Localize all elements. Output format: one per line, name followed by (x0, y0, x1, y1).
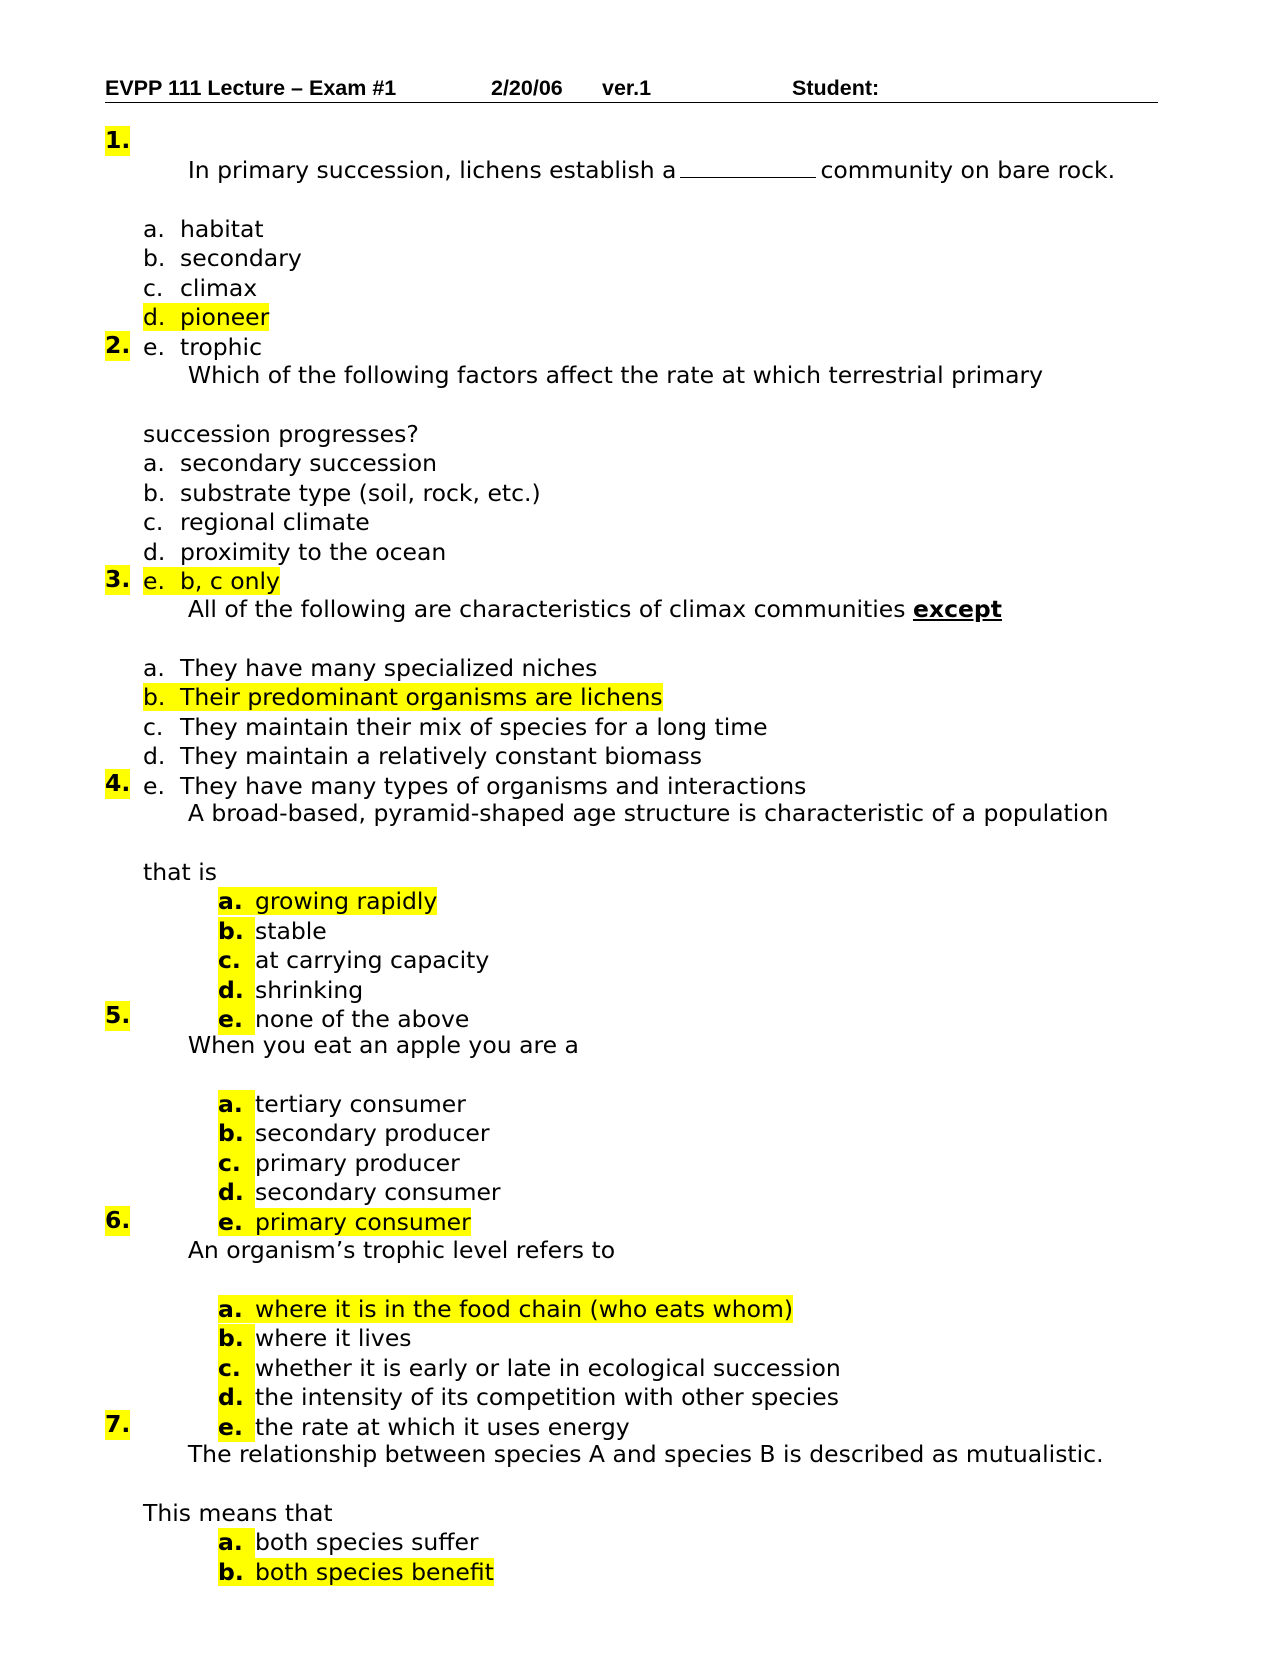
question-stem: 7. The relationship between species A and species B is described as mutualistic. (105, 1410, 1104, 1468)
student-label: Student: (792, 76, 880, 100)
option-d: d. secondary consumer (218, 1178, 501, 1206)
question-number: 4. (105, 769, 131, 797)
question-6 (105, 1206, 1185, 1442)
question-number: 2. (105, 331, 131, 359)
exam-version: ver.1 (602, 76, 652, 100)
except-emphasis: except (912, 594, 1002, 623)
option-b: b. stable (218, 916, 327, 945)
option-b: b. secondary producer (218, 1119, 490, 1147)
option-b: b. substrate type (soil, rock, etc.) (143, 478, 541, 507)
option-c: c. at carrying capacity (218, 946, 490, 974)
option-a: a. secondary succession (143, 449, 437, 477)
option-e: e. none of the above (218, 1005, 470, 1033)
option-c: c. regional climate (143, 508, 370, 536)
course-title: EVPP 111 Lecture – Exam #1 (105, 76, 397, 100)
exam-header (105, 76, 1158, 103)
question-stem: 2. Which of the following factors affect the rate at which terrestrial primary (105, 331, 1044, 389)
option-e-correct: e. b, c only (143, 567, 280, 595)
option-a: a. habitat (143, 214, 264, 243)
question-number: 1. (105, 126, 131, 154)
fill-in-blank (680, 157, 816, 178)
question-3 (105, 565, 1185, 801)
option-e: e. the rate at which it uses energy (218, 1412, 630, 1441)
option-a: a. They have many specialized niches (143, 653, 598, 682)
option-c: c. climax (143, 273, 258, 302)
option-b: b. secondary (143, 244, 302, 272)
option-d: d. the intensity of its competition with other species (218, 1383, 839, 1411)
option-d-correct: d. pioneer (143, 303, 270, 331)
question-4: 4. A broad-based, pyramid-shaped age structure is characteristic of a population that is a. growing rapidly b. stable c. at carrying capacity d. shrinking e. none of the above (105, 769, 1185, 1035)
question-stem: 3. All of the following are characteristics of climax communities except (105, 565, 1002, 623)
question-2: 2. Which of the following factors affect the rate at which terrestrial primary succession progresses? a. secondary succession b. substrate type (soil, rock, etc.) c. regional climate d. proximity to the ocean e. b, c only (105, 331, 1185, 597)
exam-date: 2/20/06 (491, 76, 563, 100)
option-b-correct: b. both species benefit (218, 1557, 494, 1586)
option-b: b. where it lives (218, 1324, 412, 1352)
question-number: 7. (105, 1410, 131, 1438)
option-c: c. They maintain their mix of species for a long time (143, 712, 768, 741)
option-e-correct: e. primary consumer (218, 1207, 471, 1236)
option-c: c. whether it is early or late in ecological succession (218, 1353, 841, 1382)
question-number: 3. (105, 565, 131, 593)
option-e: e. trophic (143, 332, 262, 361)
option-c: c. primary producer (218, 1148, 460, 1177)
option-a: a. tertiary consumer (218, 1089, 466, 1118)
option-d: d. proximity to the ocean (143, 537, 447, 566)
question-1 (105, 126, 1185, 362)
question-number: 5. (105, 1001, 131, 1029)
question-stem: 5. When you eat an apple you are a (105, 1001, 579, 1059)
question-number: 6. (105, 1206, 131, 1234)
option-e: e. They have many types of organisms and interactions (143, 771, 807, 800)
option-a-correct: a. growing rapidly (218, 887, 438, 915)
question-stem: 4. A broad-based, pyramid-shaped age structure is characteristic of a population (105, 769, 1109, 827)
option-d: d. shrinking (218, 975, 364, 1004)
option-b-correct: b. Their predominant organisms are lichens (143, 683, 663, 711)
question-5 (105, 1001, 1185, 1237)
question-stem: 6. An organism’s trophic level refers to (105, 1206, 616, 1264)
option-a-correct: a. where it is in the food chain (who eats whom) (218, 1294, 794, 1323)
option-a: a. both species suffer (218, 1528, 479, 1556)
question-stem: 1. In primary succession, lichens establish a community on bare rock. (105, 126, 1116, 184)
option-d: d. They maintain a relatively constant biomass (143, 742, 702, 770)
question-7: 7. The relationship between species A and species B is described as mutualistic. This means that a. both species suffer b. both species benefit (105, 1410, 1185, 1587)
